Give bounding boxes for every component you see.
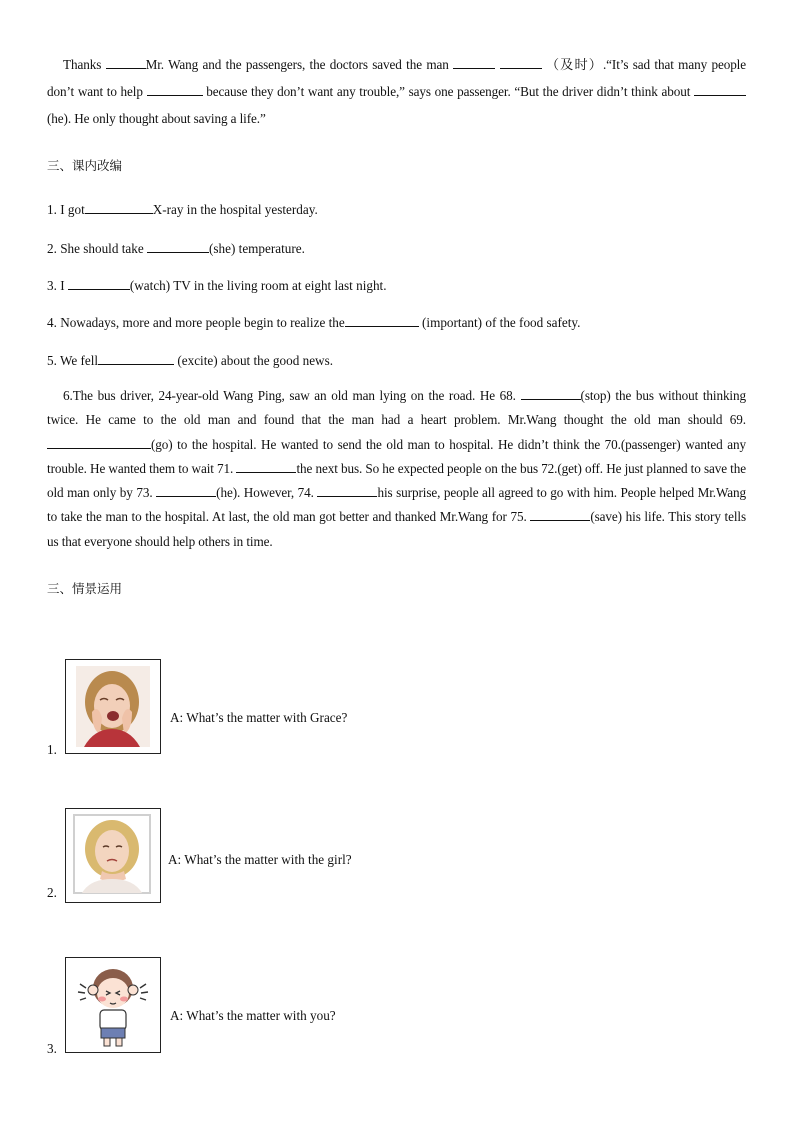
- exercise-item-5: 5. We fell (excite) about the good news.: [47, 353, 333, 368]
- answer-blank[interactable]: [147, 83, 203, 96]
- answer-blank[interactable]: [106, 56, 146, 69]
- answer-blank-75[interactable]: [530, 508, 590, 521]
- situation-number: 1.: [47, 742, 57, 757]
- situation-question: A: What’s the matter with you?: [170, 1008, 336, 1023]
- answer-blank[interactable]: [147, 240, 209, 253]
- answer-blank[interactable]: [500, 56, 542, 69]
- section-title-situation: 三、情景运用: [47, 581, 123, 596]
- section-title-adaptation: 三、课内改编: [47, 158, 123, 173]
- exercise-item-4: 4. Nowadays, more and more people begin to realize the (important) of the food safety.: [47, 315, 581, 330]
- exercise-item-3: 3. I (watch) TV in the living room at eight last night.: [47, 278, 387, 293]
- answer-blank-73[interactable]: [156, 484, 216, 497]
- answer-blank[interactable]: [85, 201, 153, 214]
- answer-blank[interactable]: [694, 83, 746, 96]
- girl-toothache-picture: [65, 659, 161, 754]
- situation-number: 2.: [47, 885, 57, 900]
- answer-blank[interactable]: [453, 56, 495, 69]
- answer-blank[interactable]: [98, 352, 174, 365]
- answer-blank-71[interactable]: [236, 460, 296, 473]
- girl-sore-throat-picture: [65, 808, 161, 903]
- answer-blank-74[interactable]: [317, 484, 377, 497]
- exercise-item-2: 2. She should take (she) temperature.: [47, 241, 305, 256]
- situation-question: A: What’s the matter with the girl?: [168, 852, 352, 867]
- situation-question: A: What’s the matter with Grace?: [170, 710, 348, 725]
- answer-blank[interactable]: [345, 314, 419, 327]
- passage-paragraph: Thanks Mr. Wang and the passengers, the doctors saved the man （及时）.“It’s sad that many people don’t want to help because they don’t want any trouble,” says one passenger. “But the driver didn’t think about (he). He only thought about saving a life.”: [47, 57, 747, 126]
- answer-blank[interactable]: [68, 277, 130, 290]
- boy-headache-cartoon: [65, 957, 161, 1053]
- situation-number: 3.: [47, 1041, 57, 1056]
- exercise-item-1: 1. I got X-ray in the hospital yesterday.: [47, 202, 318, 217]
- answer-blank-69[interactable]: [47, 436, 151, 449]
- answer-blank-68[interactable]: [521, 387, 581, 400]
- passage-item-6: 6.The bus driver, 24-year-old Wang Ping, saw an old man lying on the road. He 68. (stop) the bus without thinking twice. He came to the old man and found that the man had a heart problem. Mr.Wang thought the old man should 69. (go) to the hospital. He wanted to send the old man to hospital. He didn’t think the 70.(passenger) wanted any trouble. He wanted them to wait 71. the next bus. So he expected people on the bus 72.(get) off. He just planned to save the old man only by 73. (he). However, 74. his surprise, people all agreed to go with him. People helped Mr.Wang to take the man to the hospital. At last, the old man got better and thanked Mr.Wang for 75. (save) his life. This story tells us that everyone should help others in time.: [47, 388, 746, 549]
